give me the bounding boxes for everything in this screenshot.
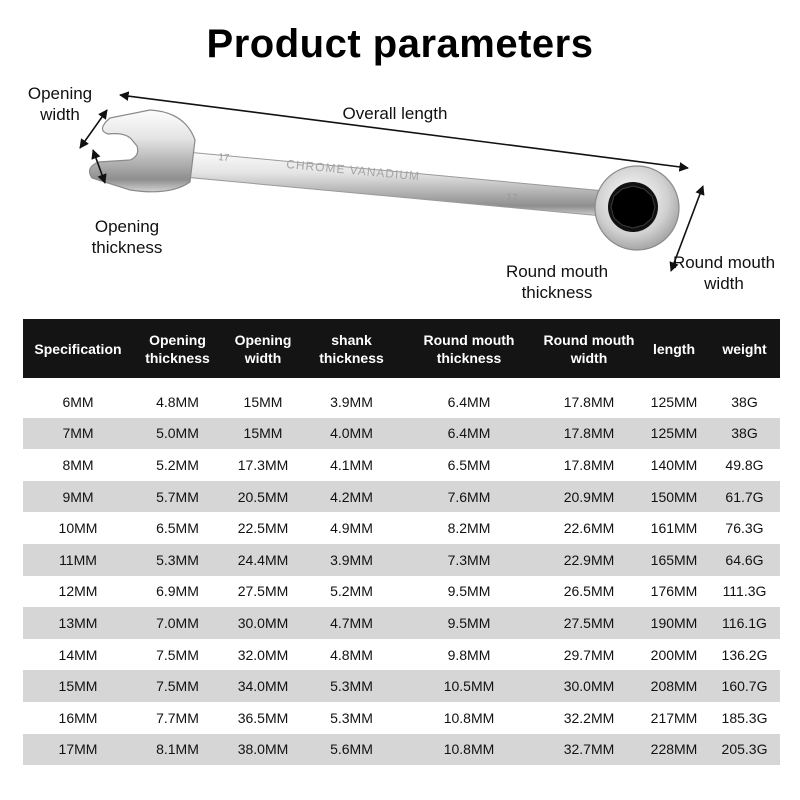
- table-cell: 5.3MM: [330, 709, 373, 726]
- table-cell: 6MM: [62, 393, 94, 410]
- table-cell: 6.4MM: [447, 393, 491, 410]
- table-cell: 10.5MM: [443, 678, 495, 695]
- table-cell: 200MM: [650, 646, 698, 663]
- table-cell: 176MM: [650, 583, 698, 600]
- table-cell: 4.1MM: [330, 456, 373, 473]
- column-header: Opening width: [234, 331, 292, 366]
- table-row: [23, 670, 780, 702]
- column-header: Round mouth thickness: [423, 331, 515, 366]
- table-cell: 22.9MM: [563, 551, 615, 568]
- table-cell: 5.0MM: [156, 425, 199, 442]
- table-row: [23, 449, 780, 481]
- stamp-size-right: 17: [505, 192, 518, 205]
- table-row: [23, 576, 780, 608]
- column-header: shank thickness: [319, 331, 384, 366]
- table-cell: 30.0MM: [563, 678, 615, 695]
- table-row: [23, 378, 780, 418]
- wrench-open-end: [90, 110, 195, 192]
- table-cell: 208MM: [650, 678, 698, 695]
- table-cell: 24.4MM: [237, 551, 289, 568]
- table-cell: 5.2MM: [156, 456, 199, 473]
- table-cell: 30.0MM: [237, 614, 289, 631]
- table-row: [23, 702, 780, 734]
- table-cell: 38G: [731, 393, 758, 410]
- table-cell: 11MM: [59, 551, 97, 568]
- table-cell: 4.9MM: [330, 520, 373, 537]
- table-cell: 5.3MM: [330, 678, 373, 695]
- table-cell: 10MM: [58, 520, 98, 537]
- table-cell: 185.3G: [721, 709, 768, 726]
- table-cell: 20.9MM: [563, 488, 615, 505]
- table-cell: 49.8G: [725, 456, 764, 473]
- table-cell: 205.3G: [721, 741, 768, 758]
- column-header: Opening thickness: [145, 331, 210, 366]
- table-cell: 4.2MM: [330, 488, 373, 505]
- table-cell: 8.2MM: [447, 520, 491, 537]
- table-row: [23, 639, 780, 671]
- table-cell: 7.0MM: [156, 614, 199, 631]
- table-cell: 20.5MM: [237, 488, 289, 505]
- stamp-text: CHROME VANADIUM: [285, 157, 421, 184]
- table-cell: 15MM: [243, 393, 283, 410]
- table-cell: 4.0MM: [330, 425, 373, 442]
- table-cell: 17.8MM: [563, 393, 615, 410]
- table-row: [23, 418, 780, 450]
- table-header-row: [23, 319, 780, 378]
- column-header: length: [653, 340, 695, 357]
- wrench-image: [90, 110, 679, 250]
- table-cell: 165MM: [650, 551, 698, 568]
- table-cell: 76.3G: [725, 520, 764, 537]
- column-header: weight: [722, 340, 767, 357]
- table-row: [23, 734, 780, 766]
- table-cell: 15MM: [58, 678, 98, 695]
- table-cell: 3.9MM: [330, 551, 373, 568]
- table-cell: 38.0MM: [237, 741, 289, 758]
- table-cell: 17MM: [58, 741, 98, 758]
- table-cell: 7.5MM: [156, 678, 199, 695]
- table-cell: 10.8MM: [443, 709, 495, 726]
- table-cell: 32.0MM: [237, 646, 289, 663]
- table-cell: 217MM: [650, 709, 698, 726]
- table-cell: 7.7MM: [156, 709, 199, 726]
- table-cell: 32.7MM: [563, 741, 615, 758]
- table-cell: 3.9MM: [330, 393, 373, 410]
- table-cell: 17.8MM: [563, 456, 615, 473]
- table-cell: 5.6MM: [330, 741, 373, 758]
- table-cell: 61.7G: [725, 488, 764, 505]
- table-cell: 4.8MM: [330, 646, 373, 663]
- label-round-mouth-thickness: Round mouth thickness: [505, 262, 609, 302]
- label-opening-thickness: Opening thickness: [91, 217, 163, 257]
- table-cell: 27.5MM: [563, 614, 615, 631]
- table-cell: 111.3G: [722, 583, 767, 600]
- table-cell: 27.5MM: [237, 583, 289, 600]
- table-cell: 8MM: [62, 456, 94, 473]
- table-cell: 7.3MM: [447, 551, 491, 568]
- table-body: [23, 378, 780, 765]
- table-cell: 64.6G: [725, 551, 764, 568]
- table-cell: 9.5MM: [447, 614, 491, 631]
- table-cell: 7.6MM: [447, 488, 491, 505]
- table-cell: 140MM: [650, 456, 698, 473]
- label-overall-length: Overall length: [342, 104, 448, 123]
- table-cell: 8.1MM: [156, 741, 199, 758]
- table-cell: 6.5MM: [447, 456, 491, 473]
- table-row: [23, 481, 780, 513]
- table-cell: 4.7MM: [330, 614, 373, 631]
- table-cell: 29.7MM: [563, 646, 615, 663]
- table-cell: 5.2MM: [330, 583, 373, 600]
- table-cell: 38G: [731, 425, 758, 442]
- table-cell: 6.4MM: [447, 425, 491, 442]
- table-cell: 15MM: [243, 425, 283, 442]
- table-cell: 14MM: [58, 646, 98, 663]
- table-cell: 136.2G: [721, 646, 768, 663]
- table-cell: 22.5MM: [237, 520, 289, 537]
- table-cell: 10.8MM: [443, 741, 495, 758]
- table-cell: 4.8MM: [156, 393, 199, 410]
- table-cell: 6.5MM: [156, 520, 199, 537]
- table-cell: 5.3MM: [156, 551, 199, 568]
- table-row: [23, 544, 780, 576]
- table-cell: 32.2MM: [563, 709, 615, 726]
- table-cell: 17.3MM: [237, 456, 289, 473]
- table-cell: 116.1G: [722, 614, 767, 631]
- table-cell: 228MM: [650, 741, 698, 758]
- table-row: [23, 607, 780, 639]
- table-cell: 125MM: [650, 393, 698, 410]
- table-cell: 22.6MM: [563, 520, 615, 537]
- table-cell: 125MM: [650, 425, 698, 442]
- table-cell: 150MM: [650, 488, 698, 505]
- stamp-size-left: 17: [217, 152, 230, 165]
- table-cell: 161MM: [650, 520, 698, 537]
- table-cell: 9MM: [62, 488, 94, 505]
- table-cell: 17.8MM: [563, 425, 615, 442]
- table-cell: 190MM: [650, 614, 698, 631]
- label-round-mouth-width: Round mouth width: [672, 253, 776, 293]
- table-cell: 7.5MM: [156, 646, 199, 663]
- table-cell: 9.8MM: [447, 646, 491, 663]
- table-cell: 5.7MM: [156, 488, 199, 505]
- table-cell: 9.5MM: [447, 583, 491, 600]
- table-cell: 12MM: [58, 583, 98, 600]
- page-title: Product parameters: [206, 22, 594, 66]
- table-cell: 26.5MM: [563, 583, 615, 600]
- table-cell: 7MM: [62, 425, 94, 442]
- table-cell: 36.5MM: [237, 709, 289, 726]
- parameters-table: [23, 319, 780, 765]
- table-cell: 13MM: [58, 614, 98, 631]
- column-header: Round mouth width: [543, 331, 635, 366]
- label-opening-width: Opening width: [27, 84, 93, 124]
- table-cell: 16MM: [58, 709, 98, 726]
- table-cell: 160.7G: [721, 678, 768, 695]
- table-cell: 6.9MM: [156, 583, 199, 600]
- table-row: [23, 512, 780, 544]
- table-cell: 34.0MM: [237, 678, 289, 695]
- column-header: Specification: [34, 340, 122, 357]
